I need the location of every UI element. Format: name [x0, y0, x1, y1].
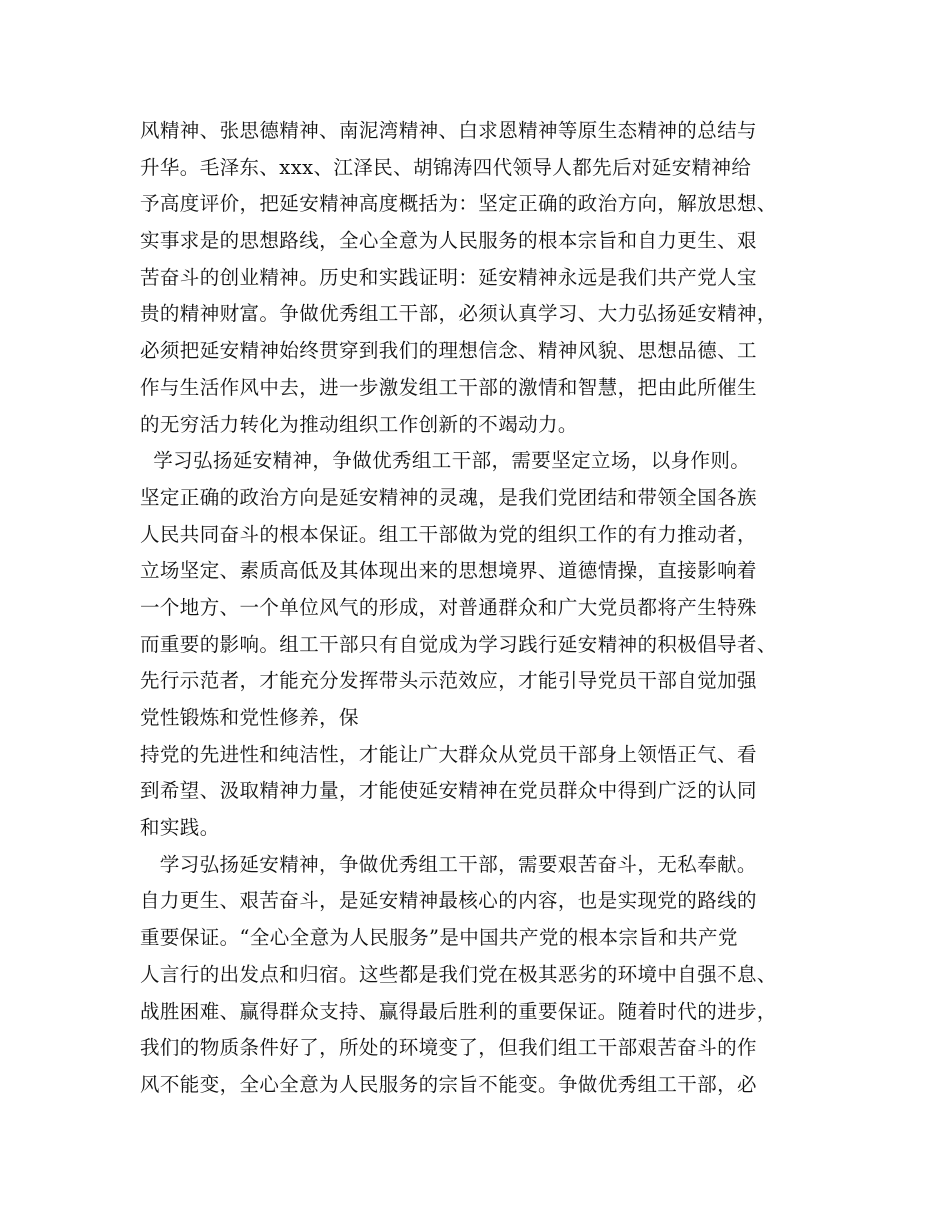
text-line: 到希望、汲取精神力量，才能使延安精神在党员群众中得到广泛的认同	[140, 779, 757, 803]
text-line: 风不能变，全心全意为人民服务的宗旨不能变。争做优秀组工干部，必	[140, 1072, 757, 1096]
text-line: 重要保证。“全心全意为人民服务”是中国共产党的根本宗旨和共产党	[140, 926, 738, 950]
text-line: 人言行的出发点和归宿。这些都是我们党在极其恶劣的环境中自强不息、	[140, 962, 777, 986]
text-line: 和实践。	[140, 816, 220, 840]
text-line: 我们的物质条件好了，所处的环境变了，但我们组工干部艰苦奋斗的作	[140, 1036, 757, 1060]
text-line: 苦奋斗的创业精神。历史和实践证明：延安精神永远是我们共产党人宝	[140, 265, 757, 289]
body-text	[140, 113, 830, 1104]
text-line: 升华。毛泽东、xxx、江泽民、胡锦涛四代领导人都先后对延安精神给	[140, 155, 752, 179]
text-line: 予高度评价，把延安精神高度概括为：坚定正确的政治方向，解放思想、	[140, 192, 777, 216]
text-line: 人民共同奋斗的根本保证。组工干部做为党的组织工作的有力推动者，	[140, 522, 757, 546]
text-line: 贵的精神财富。争做优秀组工干部，必须认真学习、大力弘扬延安精神，	[140, 302, 777, 326]
text-line: 必须把延安精神始终贯穿到我们的理想信念、精神风貌、思想品德、工	[140, 339, 757, 363]
text-line: 战胜困难、赢得群众支持、赢得最后胜利的重要保证。随着时代的进步，	[140, 999, 777, 1023]
text-line: 一个地方、一个单位风气的形成，对普通群众和广大党员都将产生特殊	[140, 595, 757, 619]
text-line: 持党的先进性和纯洁性，才能让广大群众从党员干部身上领悟正气、看	[140, 742, 757, 766]
text-line: 作与生活作风中去，进一步激发组工干部的激情和智慧，把由此所催生	[140, 375, 757, 399]
text-line: 学习弘扬延安精神，争做优秀组工干部，需要坚定立场，以身作则。	[140, 449, 751, 473]
text-line: 的无穷活力转化为推动组织工作创新的不竭动力。	[140, 412, 578, 436]
text-line: 坚定正确的政治方向是延安精神的灵魂，是我们党团结和带领全国各族	[140, 485, 757, 509]
text-line: 党性锻炼和党性修养，保	[140, 706, 359, 729]
text-line: 实事求是的思想路线，全心全意为人民服务的根本宗旨和自力更生、艰	[140, 229, 757, 253]
text-line: 风精神、张思德精神、南泥湾精神、白求恩精神等原生态精神的总结与	[140, 119, 757, 142]
text-line: 先行示范者，才能充分发挥带头示范效应，才能引导党员干部自觉加强	[140, 669, 757, 693]
text-line: 而重要的影响。组工干部只有自觉成为学习践行延安精神的积极倡导者、	[140, 632, 777, 656]
text-line: 立场坚定、素质高低及其体现出来的思想境界、道德情操，直接影响着	[140, 559, 757, 583]
text-line: 学习弘扬延安精神，争做优秀组工干部，需要艰苦奋斗，无私奉献。	[140, 852, 757, 876]
text-line: 自力更生、艰苦奋斗，是延安精神最核心的内容，也是实现党的路线的	[140, 889, 757, 913]
